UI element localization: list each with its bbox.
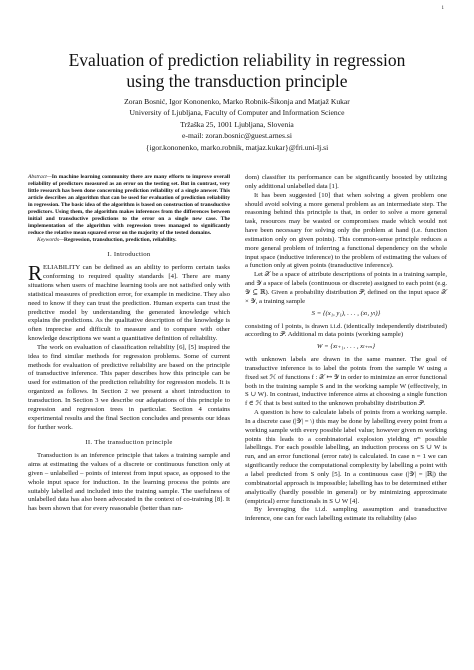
right-paragraph-1: dom) classifier its performance can be significantly boosted by utilizing only additional unlabelled data [1].: [245, 174, 447, 190]
title-line-1: Evaluation of prediction reliability in regression: [68, 50, 406, 70]
equation-working-sample: W = {xₗ₊₁, . . . , xₗ₊ₘ}: [316, 343, 376, 351]
right-paragraph-2: It has been suggested [10] that when solving a given problem one should avoid solving a more general problem as an intermediate step. The reasoning behind this principle is that, in order to solve a more general task, resources may be wasted or compromises made which would not have been necessary for solving only the problem at hand (i.e. function estimation only on given points). This common-sense principle reduces a more general problem of inferring a functional dependency on the whole input space (inductive inference) to the problem of estimating the values of a function only at given points (transductive inference).: [245, 191, 447, 270]
keywords-label: Keywords—: [37, 237, 64, 244]
intro-paragraph-1: [28, 261, 230, 344]
right-paragraph-6: A question is how to calculate labels of points from a working sample. In a discrete case (|𝒴| = \) this may be done by labelling every point from a working sample with every possible label value; however given m working points this leads to a combinatorial explosion yielding nᵐ possible labellings. For each possible labelling, an induction process on S ∪ W is run, and an error functional (error rate) is calculated. In case n = 1 we can significantly reduce the computational complexity by labelling a point with a label predicted from S only [5]. In a continuous case (|𝒴| = |ℝ|) the combinatorial approach is impossible; labelling has to be determined either analytically (hardly possible in general) or by minimizing approximate (empirical) error functionals in S ∪ W [4].: [245, 409, 447, 505]
right-paragraph-3: Let 𝒳 be a space of attribute descriptions of points in a training sample, and 𝒴 a space of labels (continuous or discrete) assigned to each point (e.g. 𝒴 ⊆ ℝ). Given a probability distribution 𝒫, defined on the input space 𝒳 × 𝒴, a training sample: [245, 271, 447, 305]
abstract-label: Abstract—: [28, 174, 52, 180]
equation-training-sample: S = {(x₁, y₁), . . . , (xₗ, yₗ)}: [311, 309, 381, 317]
intro-paragraph-1-text: ELIABILITY can be defined as an ability to perform certain tasks conforming to required quality standards [4]. There are many situations when users of machine learning tools are not satisfied only with statistical measures of prediction error, for example in medicine. They also need to know if they can trust the prediction. Human experts can trust the predictive model by understanding the generated knowledge which explains the predictions. As the qualitative description of the knowledge is often imprecise and difficult to measure and to compare with other knowledge descriptions we want a quantitative definition of reliability.: [28, 264, 230, 343]
right-paragraph-4: consisting of l points, is drawn i.i.d. (identically independently distributed) according to 𝒫. Additional m data points (working sample): [245, 322, 447, 339]
right-paragraph-5: with unknown labels are drawn in the same manner. The goal of transductive inference is to label the points from the sample W using a fixed set ℋ of functions f : 𝒳 ↦ 𝒴 in order to minimize an error functional both in the training sample S and in the working sample W (effectively, in S ∪ W). In contrast, inductive inference aims at choosing a single function f ∈ ℋ that is best suited to the unknown probability distribution 𝒫.: [245, 356, 447, 408]
author-affiliation: University of Ljubljana, Faculty of Computer and Information Science: [129, 108, 345, 118]
section-heading-transduction: II. The transduction principle: [85, 439, 173, 447]
intro-paragraph-2: The work on evaluation of classification reliability [6], [5] inspired the idea to find similar methods for regression problems. Some of current methods for evaluation of predictive reliability are based on the principle of transductive inference. This paper describes how this principle can be used for estimation of the prediction reliability for regression models. It is organized as follows. In Section 2 we present a short introduction to transduction. In Section 3 we describe our adaptations of this principle to regression and regression trees in particular. Section 4 contains experimental results and the final Section concludes and presents our ideas for further work.: [28, 343, 230, 431]
left-column: [28, 174, 230, 514]
author-address: Tržaška 25, 1001 Ljubljana, Slovenia: [180, 119, 294, 129]
author-email-1: e-mail: zoran.bosnic@guest.arnes.si: [182, 131, 292, 141]
page-number: 1: [441, 6, 444, 11]
abstract: [28, 174, 230, 237]
author-block: [0, 96, 474, 153]
paper-title: [0, 50, 474, 92]
section-heading-introduction: I. Introduction: [107, 251, 151, 259]
abstract-text: In machine learning community there are many efforts to improve overall reliability of predictors measured as an error on the testing set. But in contrast, very little research has been done concerning prediction reliability of a single answer. This article describes an algorithm that can be used for evaluation of prediction reliability in regression. The basic idea of the algorithm is based on construction of transductive predictors. Using them, the algorithm makes inferences from the differences between initial and transductive predictions to the error on a single new case. The implementation of the algorithm with regression trees managed to significantly reduce the relative mean squared error on the majority of the tested domains.: [28, 174, 230, 237]
keywords-text: Regression, transduction, prediction, reliability.: [63, 237, 177, 244]
right-column: [245, 174, 447, 524]
author-names: Zoran Bosnić, Igor Kononenko, Marko Robnik-Šikonja and Matjaž Kukar: [124, 97, 350, 106]
author-email-2: {igor.kononenko, marko.robnik, matjaz.kukar}@fri.uni-lj.si: [145, 142, 329, 152]
title-line-2: using the transduction principle: [126, 71, 348, 91]
keywords: [28, 237, 230, 244]
right-paragraph-7: By leveraging the i.i.d. sampling assumption and transductive inference, one can for each labelling estimate its reliability (also: [245, 506, 447, 523]
transduction-paragraph-1: Transduction is an inference principle that takes a training sample and aims at estimating the values of a discrete or continuous function only at given – unlabelled – points of interest from input space, as opposed to the whole input space for induction. In the learning process the points are suitably labelled and included into the training sample. The usefulness of unlabelled data has also been advocated in the context of co-training [8]. It has been shown that for every reasonable (better than ran-: [28, 452, 230, 513]
drop-cap: R: [28, 261, 43, 286]
